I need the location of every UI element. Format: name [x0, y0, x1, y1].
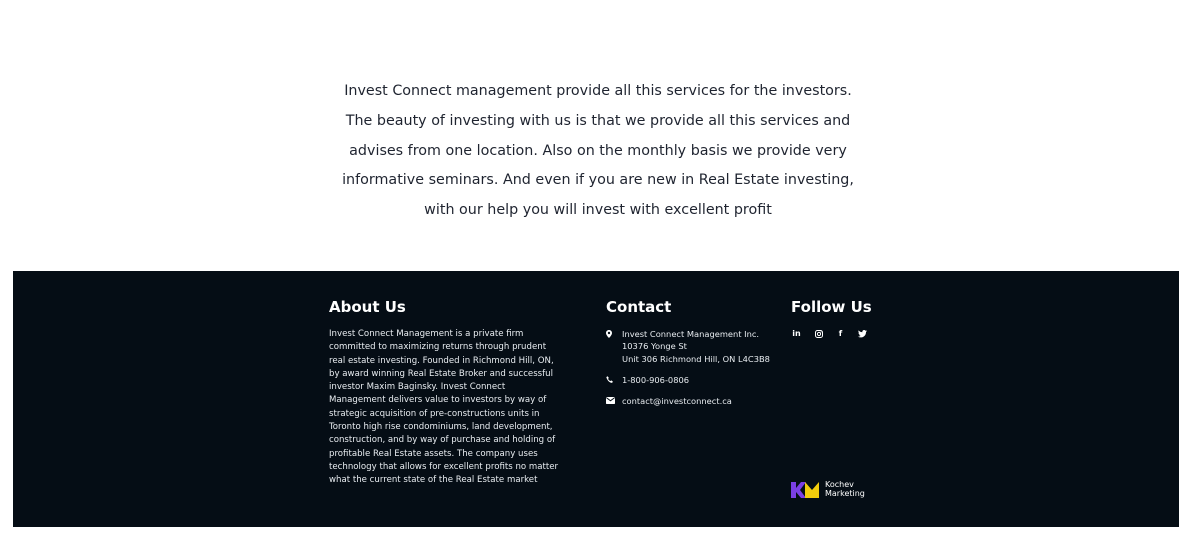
- brand-line2: Marketing: [825, 488, 865, 498]
- brand-line1: Kochev: [825, 480, 854, 489]
- instagram-icon[interactable]: [813, 328, 824, 339]
- kochev-marketing-logo[interactable]: [791, 481, 865, 498]
- address-unit: Unit 306 Richmond Hill, ON L4C3B8: [622, 353, 770, 364]
- about-section: [329, 298, 561, 488]
- contact-heading: Contact: [606, 298, 672, 316]
- phone-icon: [606, 374, 622, 384]
- brand-name: [825, 481, 865, 498]
- envelope-icon: [606, 395, 622, 404]
- contact-section: [606, 298, 781, 416]
- facebook-glyph: f: [838, 329, 843, 338]
- linkedin-glyph: in: [792, 329, 801, 338]
- contact-address: [606, 328, 781, 365]
- follow-heading: Follow Us: [791, 298, 872, 316]
- km-logo-icon: [791, 482, 820, 498]
- twitter-icon[interactable]: [857, 328, 868, 339]
- map-marker-icon: [606, 328, 622, 338]
- about-text: Invest Connect Management is a private firm committed to maximizing returns through prudent real estate investing. Founded in Richmond Hill, ON, by award winning Real Estate Broker and successful investor Maxim Baginsky. Invest Connect Management delivers value to investors by way of strategic acquisition of pre-constructions units in Toronto high rise condominiums, land development, construction, and by way of purchase and holding of profitable Real Estate assets. The company uses technology that allows for excellent profits no matter what the current state of the Real Estate market: [329, 329, 559, 486]
- intro-paragraph: Invest Connect management provide all this services for the investors. The beauty of investing with us is that we provide all this services and advises from one location. Also on the monthly basis we provide very informative seminars. And even if you are new in Real Estate investing, with our help you will invest with excellent profit: [342, 83, 854, 219]
- phone-number[interactable]: 1-800-906-0806: [622, 374, 690, 385]
- facebook-icon[interactable]: [835, 328, 846, 339]
- address-street: 10376 Yonge St: [622, 341, 687, 352]
- linkedin-icon[interactable]: [791, 328, 802, 339]
- social-links: [791, 328, 891, 339]
- address-company: Invest Connect Management Inc.: [622, 329, 760, 339]
- email-address[interactable]: contact@investconnect.ca: [622, 396, 732, 407]
- contact-phone[interactable]: [606, 374, 781, 386]
- site-footer: [13, 271, 1179, 527]
- about-heading: About Us: [329, 298, 406, 316]
- contact-email[interactable]: [606, 395, 781, 407]
- follow-section: [791, 298, 891, 339]
